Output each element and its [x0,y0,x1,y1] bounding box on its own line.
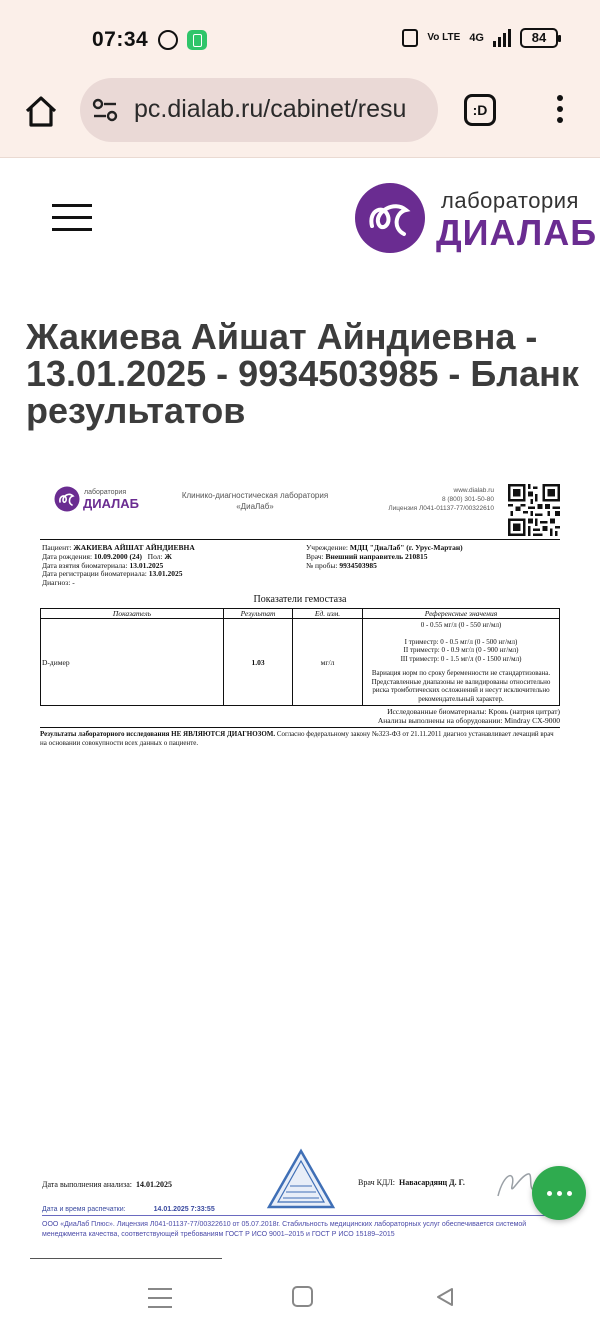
registration-value: 13.01.2025 [148,569,183,579]
home-icon[interactable] [22,92,60,130]
doctor-label: Врач: [306,551,324,561]
diagnosis-value: - [72,578,75,588]
reference-main: 0 - 0.55 мг/л (0 - 550 нг/мл) [420,621,502,629]
address-bar[interactable] [80,78,438,142]
more-actions-button[interactable] [532,1166,586,1220]
recent-apps-icon[interactable] [148,1288,172,1308]
sex-label: Пол: [147,551,163,561]
sample-row [306,562,463,571]
disclaimer-text: Согласно федеральному закону №323-ФЗ от 21.11.2011 диагноз устанавливает лечащий врач на основании совокупности всех данных о пациенте. [40,730,554,747]
diagnosis-row [42,579,195,588]
execution-date [42,1180,172,1189]
equipment-note: Анализы выполнены на оборудовании: Mindray CX-9000 [377,716,560,725]
lab-doctor [358,1178,465,1187]
analysis-notes [40,707,560,725]
header-result: Результат [224,609,293,619]
results-document [40,484,560,748]
battery-icon: 84 [520,28,558,48]
execution-date-value: 14.01.2025 [136,1180,172,1189]
site-logo[interactable] [354,182,598,256]
lab-doctor-value: Навасардянц Д. Г. [399,1178,465,1187]
app-notification-icon [187,30,207,50]
results-table [40,608,560,706]
lab-stamp-icon [266,1148,336,1210]
nav-home-icon[interactable] [292,1286,313,1307]
lab-name-line2: «ДиаЛаб» [236,502,274,511]
table-header-row [41,609,560,619]
reference-trimester-2: II триместр: 0 - 0.9 мг/л (0 - 900 нг/мл) [403,646,519,654]
vibrate-icon [402,29,418,47]
institution-label: Учреждение: [306,543,348,552]
print-datetime [42,1206,562,1216]
volte-indicator: Vo LTE [427,32,461,43]
reference-note: Вариация норм по сроку беременности не стандартизована. Представленные диапазоны не валидированы относительно риска тромботических осложнений и несут исключительно рекомендательный характер. [371,669,551,703]
document-logo-big: ДИАЛАБ [83,496,140,511]
status-bar [0,0,600,78]
document-logo [54,486,140,514]
table-row [41,619,560,706]
cell-indicator: D-димер [41,619,224,706]
page-title: Жакиева Айшат Айндиевна - 13.01.2025 - 9934503985 - Бланк результатов [26,316,579,431]
document-header [40,484,560,540]
birth-value: 10.09.2000 (24) [93,551,143,561]
reference-trimester-3: III триместр: 0 - 1.5 мг/л (0 - 1500 нг/мл) [400,654,522,663]
divider [30,1258,222,1259]
biomaterial-note: Исследованные биоматериалы: Кровь (натрия цитрат) [387,707,560,716]
hamburger-menu-icon[interactable] [52,204,92,234]
print-datetime-label: Дата и время распечатки: [42,1206,126,1213]
browser-toolbar [0,78,600,158]
lab-website: www.dialab.ru [453,487,494,494]
diagnosis-label: Диагноз: [42,578,71,588]
license-text: ООО «ДиаЛаб Плюс». Лицензия Л041-01137-77/00322610 от 05.07.2018г. Стабильность медицинских лабораторных услуг обеспечивается системой менеджмента качества, соответствующей требованиям ГОСТ Р ИСО 9001–2015 и ГОСТ Р ИСО 15189–2015 [42,1221,527,1238]
patient-name: ЖАКИЕВА АЙШАТ АЙНДИЕВНА [73,543,195,552]
print-datetime-value: 14.01.2025 7:33:55 [153,1206,215,1213]
sample-value: 9934503985 [339,560,377,570]
lab-phone: 8 (800) 301-50-80 [441,496,494,503]
sample-label: № пробы: [306,560,338,570]
sex-value: Ж [164,551,172,561]
execution-date-label: Дата выполнения анализа: [42,1180,132,1189]
doctor-value: Внешний направитель 210815 [325,551,428,561]
birth-label: Дата рождения: [42,551,93,561]
status-icons [402,28,558,48]
header-indicator: Показатель [41,609,224,619]
logo-small-text: лаборатория [441,188,579,213]
section-title: Показатели гемостаза [253,594,347,605]
site-settings-icon[interactable] [92,98,118,122]
status-time: 07:34 [92,28,149,51]
lab-name [170,490,340,512]
logo-brand-text: ДИАЛАБ [436,212,598,253]
cell-reference [363,619,560,706]
taken-value: 13.01.2025 [129,560,164,570]
system-nav-bar [0,1270,600,1332]
patient-label: Пациент: [42,543,72,552]
header-unit: Ед. изм. [293,609,363,619]
cell-unit: мг/л [293,619,363,706]
patient-info [40,540,560,592]
lab-name-line1: Клинико-диагностическая лаборатория [181,491,329,500]
document-logo-icon [54,486,80,512]
network-type: 4G [469,32,484,44]
url-text[interactable]: pc.dialab.ru/cabinet/resu [134,95,407,123]
patient-info-left [42,544,195,588]
lab-contacts [388,486,494,513]
back-icon[interactable] [434,1286,456,1308]
disclaimer-bold: Результаты лабораторного исследования НЕ ЯВЛЯЮТСЯ ДИАГНОЗОМ. [40,730,276,738]
document-logo-small: лаборатория [84,489,127,496]
logo-mark-icon [354,182,426,254]
institution-value: МДЦ "ДиаЛаб" (г. Урус-Мартан) [349,543,463,552]
lab-license: Лицензия Л041-01137-77/00322610 [388,505,494,512]
cell-result: 1.03 [224,619,293,706]
taken-label: Дата взятия биоматериала: [42,560,128,570]
registration-label: Дата регистрации биоматериала: [42,569,147,579]
more-menu-icon[interactable] [548,92,572,128]
patient-info-right [306,544,463,570]
reference-trimester-1: I триместр: 0 - 0.5 мг/л (0 - 500 нг/мл) [404,637,518,646]
whatsapp-icon [158,30,178,50]
tabs-button[interactable]: :D [464,94,496,126]
disclaimer [40,727,560,748]
signal-icon [493,29,511,47]
header-reference: Референсные значения [363,609,560,619]
qr-code-icon [508,484,560,536]
lab-doctor-label: Врач КДЛ: [358,1178,396,1187]
